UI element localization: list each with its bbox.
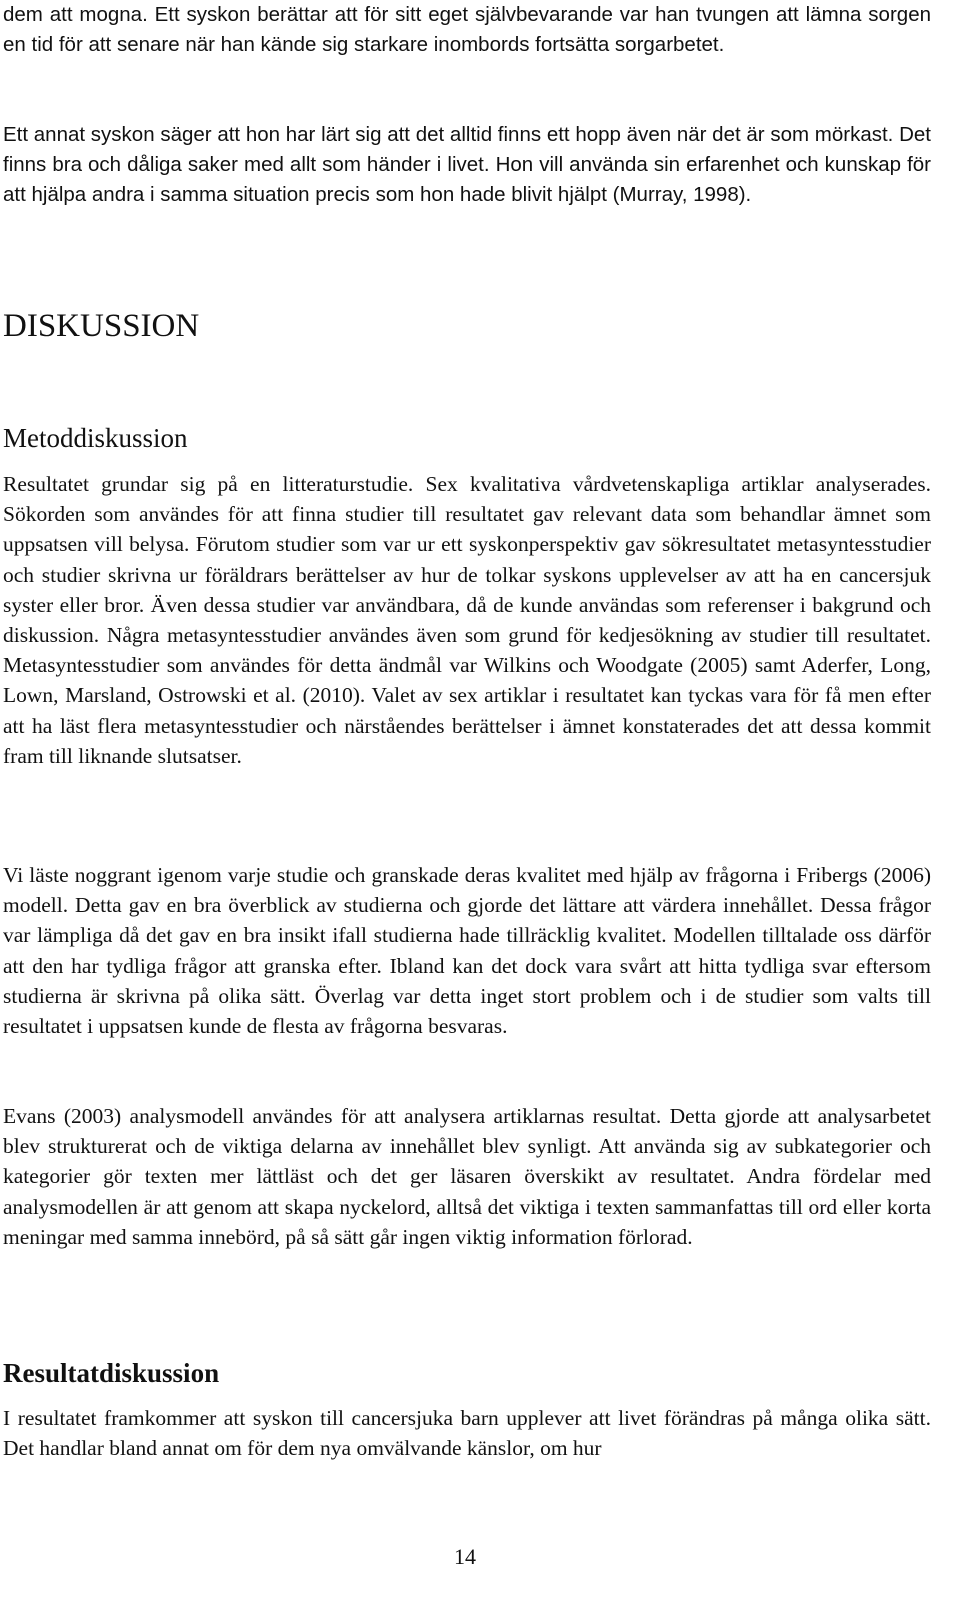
section-heading-block — [3, 306, 931, 346]
metod-paragraph-2: Vi läste noggrant igenom varje studie och granskade deras kvalitet med hjälp av frågorna i Fribergs (2006) modell. Detta gav en bra överblick av studierna och gjorde det lättare att värdera innehållet. Dessa frågor var lämpliga då det gav en bra insikt ifall studierna hade tillräcklig kvalitet. Modellen tilltalade oss därför att den har tydliga frågor att granska efter. Ibland kan det dock vara svårt att hitta tydliga svar eftersom studierna är skrivna på olika sätt. Överlag var detta inget stort problem och i de studier som valts till resultatet i uppsatsen kunde de flesta av frågorna besvaras. — [3, 863, 931, 1039]
metod-paragraph-3: Evans (2003) analysmodell användes för att analysera artiklarnas resultat. Detta gjorde att analysarbetet blev strukturerat och de viktiga delarna av innehållet blev synligt. Att använda sig av subkategorier och kategorier gör texten mer lättläst och det ger läsaren överskikt av resultatet. Andra fördelar med analysmodellen är att genom att skapa nyckelord, alltså det viktiga i texten sammanfattas till ord eller korta meningar med samma innebörd, på så sätt går ingen viktig information förlorad. — [3, 1104, 931, 1249]
intro-paragraph-1-block — [3, 0, 931, 60]
intro-paragraph-2: Ett annat syskon säger att hon har lärt sig att det alltid finns ett hopp även när det är som mörkast. Det finns bra och dåliga saker med allt som händer i livet. Hon vill använda sin erfarenhet och kunskap för att hjälpa andra i samma situation precis som hon hade blivit hjälpt (Murray, 1998). — [3, 123, 931, 207]
subsection-heading-resultatdiskussion: Resultatdiskussion — [3, 1358, 220, 1388]
subsection-heading-metoddiskussion: Metoddiskussion — [3, 423, 188, 453]
section-heading: DISKUSSION — [3, 308, 200, 344]
metod-paragraph-2-block — [3, 860, 931, 1041]
resultat-paragraph-1: I resultatet framkommer att syskon till cancersjuka barn upplever att livet förändras på många olika sätt. Det handlar bland annat om för dem nya omvälvande känslor, om hur — [3, 1406, 931, 1461]
page-number: 14 — [454, 1544, 476, 1569]
metod-paragraph-1-block — [3, 469, 931, 771]
resultatdiskussion-heading-block — [3, 1356, 931, 1390]
resultat-paragraph-1-block — [3, 1403, 931, 1463]
metod-paragraph-3-block — [3, 1101, 931, 1252]
intro-paragraph-1: dem att mogna. Ett syskon berättar att för sitt eget självbevarande var han tvungen att lämna sorgen en tid för att senare när han kände sig starkare inombords fortsätta sorgarbetet. — [3, 3, 931, 57]
intro-paragraph-2-block — [3, 120, 931, 211]
metod-paragraph-1: Resultatet grundar sig på en litteraturstudie. Sex kvalitativa vårdvetenskapliga artiklar analyserades. Sökorden som användes för att finna studier till resultatet gav relevant data som behandlar ämnet som uppsatsen vill belysa. Förutom studier som var ur ett syskonperspektiv gav sökresultatet metasyntesstudier och studier skrivna ur föräldrars berättelser av hur de tolkar syskons upplevelser av att ha en cancersjuk syster eller bror. Även dessa studier var användbara, då de kunde användas som referenser i bakgrund och diskussion. Några metasyntesstudier användes även som grund för kedjesökning av studier till resultatet. Metasyntesstudier som användes för detta ändmål var Wilkins och Woodgate (2005) samt Aderfer, Long, Lown, Marsland, Ostrowski et al. (2010). Valet av sex artiklar i resultatet kan tyckas vara för få men efter att ha läst flera metasyntesstudier och närståendes berättelser i ämnet konstaterades det att dessa kommit fram till liknande slutsatser. — [3, 472, 931, 768]
metoddiskussion-heading-block — [3, 421, 931, 455]
